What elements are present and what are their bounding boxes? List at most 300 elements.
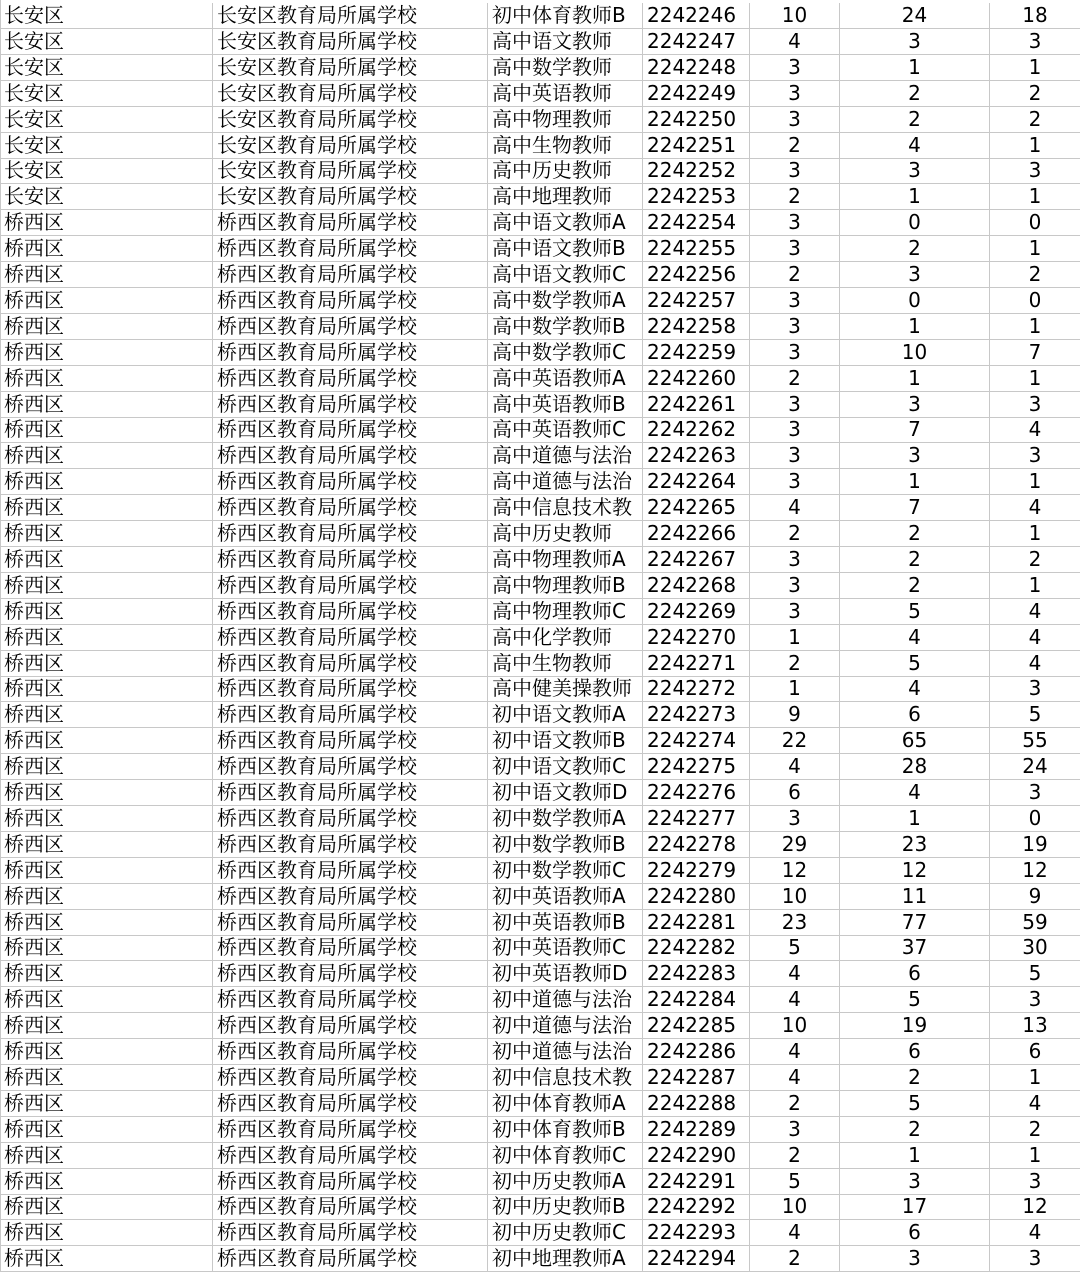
table-row[interactable] — [0, 55, 1080, 81]
recruit-count-cell[interactable]: 2 — [750, 262, 840, 287]
recruit-count-cell[interactable]: 9 — [750, 702, 840, 727]
code-cell[interactable]: 2242265 — [643, 495, 750, 520]
qualified-count-cell[interactable]: 3 — [1028, 28, 1042, 53]
applicant-count-cell[interactable]: 3 — [840, 158, 990, 183]
table-row[interactable] — [0, 81, 1080, 107]
unit-cell[interactable]: 桥西区教育局所属学校 — [213, 469, 488, 494]
recruit-count-cell[interactable]: 3 — [750, 547, 840, 572]
unit-cell[interactable]: 桥西区教育局所属学校 — [213, 1013, 488, 1038]
qualified-count-cell[interactable]: 1 — [1028, 469, 1042, 494]
unit-cell[interactable]: 桥西区教育局所属学校 — [213, 832, 488, 857]
position-cell[interactable]: 初中数学教师A — [488, 806, 643, 831]
table-row[interactable] — [0, 133, 1080, 159]
table-row[interactable] — [0, 728, 1080, 754]
qualified-count-cell[interactable]: 0 — [1028, 210, 1042, 235]
recruit-count-cell[interactable]: 1 — [750, 676, 840, 701]
table-row[interactable] — [0, 29, 1080, 55]
unit-cell[interactable]: 桥西区教育局所属学校 — [213, 987, 488, 1012]
recruit-count-cell[interactable]: 3 — [750, 288, 840, 313]
district-cell[interactable]: 桥西区 — [0, 884, 213, 909]
qualified-count-cell[interactable]: 3 — [1028, 443, 1042, 468]
position-cell[interactable]: 高中语文教师C — [488, 262, 643, 287]
recruit-count-cell[interactable]: 3 — [750, 236, 840, 261]
table-row[interactable] — [0, 288, 1080, 314]
code-cell[interactable]: 2242294 — [643, 1246, 750, 1271]
position-cell[interactable]: 初中语文教师B — [488, 728, 643, 753]
table-row[interactable] — [0, 184, 1080, 210]
qualified-count-cell[interactable]: 13 — [1022, 1013, 1048, 1038]
position-cell[interactable]: 初中体育教师C — [488, 1143, 643, 1168]
applicant-count-cell[interactable]: 6 — [840, 1220, 990, 1245]
recruit-count-cell[interactable]: 4 — [750, 961, 840, 986]
recruit-count-cell[interactable]: 3 — [750, 1117, 840, 1142]
district-cell[interactable]: 桥西区 — [0, 1039, 213, 1064]
applicant-count-cell[interactable]: 2 — [840, 521, 990, 546]
position-cell[interactable]: 高中数学教师C — [488, 340, 643, 365]
district-cell[interactable]: 长安区 — [0, 133, 213, 158]
applicant-count-cell[interactable]: 37 — [840, 935, 990, 960]
unit-cell[interactable]: 桥西区教育局所属学校 — [213, 417, 488, 442]
district-cell[interactable]: 桥西区 — [0, 262, 213, 287]
recruit-count-cell[interactable]: 22 — [750, 728, 840, 753]
recruit-count-cell[interactable]: 3 — [750, 340, 840, 365]
unit-cell[interactable]: 桥西区教育局所属学校 — [213, 288, 488, 313]
recruit-count-cell[interactable]: 2 — [750, 184, 840, 209]
unit-cell[interactable]: 桥西区教育局所属学校 — [213, 1091, 488, 1116]
table-row[interactable] — [0, 443, 1080, 469]
unit-cell[interactable]: 桥西区教育局所属学校 — [213, 780, 488, 805]
district-cell[interactable]: 桥西区 — [0, 521, 213, 546]
code-cell[interactable]: 2242291 — [643, 1169, 750, 1194]
table-row[interactable] — [0, 676, 1080, 702]
district-cell[interactable]: 长安区 — [0, 184, 213, 209]
recruit-count-cell[interactable]: 5 — [750, 1169, 840, 1194]
unit-cell[interactable]: 桥西区教育局所属学校 — [213, 806, 488, 831]
district-cell[interactable]: 桥西区 — [0, 573, 213, 598]
unit-cell[interactable]: 长安区教育局所属学校 — [213, 133, 488, 158]
qualified-count-cell[interactable]: 1 — [1028, 236, 1042, 261]
applicant-count-cell[interactable]: 1 — [840, 184, 990, 209]
recruit-count-cell[interactable]: 10 — [750, 884, 840, 909]
qualified-count-cell[interactable]: 59 — [1022, 909, 1048, 934]
table-row[interactable] — [0, 884, 1080, 910]
applicant-count-cell[interactable]: 2 — [840, 547, 990, 572]
recruit-count-cell[interactable]: 2 — [750, 133, 840, 158]
code-cell[interactable]: 2242272 — [643, 676, 750, 701]
district-cell[interactable]: 桥西区 — [0, 728, 213, 753]
district-cell[interactable]: 桥西区 — [0, 210, 213, 235]
qualified-count-cell[interactable]: 5 — [1028, 702, 1042, 727]
qualified-count-cell[interactable]: 2 — [1028, 546, 1042, 571]
code-cell[interactable]: 2242283 — [643, 961, 750, 986]
district-cell[interactable]: 桥西区 — [0, 236, 213, 261]
position-cell[interactable]: 初中数学教师B — [488, 832, 643, 857]
unit-cell[interactable]: 长安区教育局所属学校 — [213, 158, 488, 183]
recruit-count-cell[interactable]: 3 — [750, 210, 840, 235]
recruit-count-cell[interactable]: 23 — [750, 910, 840, 935]
applicant-count-cell[interactable]: 65 — [840, 728, 990, 753]
district-cell[interactable]: 桥西区 — [0, 780, 213, 805]
applicant-count-cell[interactable]: 2 — [840, 1117, 990, 1142]
district-cell[interactable]: 长安区 — [0, 81, 213, 106]
unit-cell[interactable]: 桥西区教育局所属学校 — [213, 314, 488, 339]
table-row[interactable] — [0, 651, 1080, 677]
position-cell[interactable]: 初中英语教师C — [488, 935, 643, 960]
unit-cell[interactable]: 桥西区教育局所属学校 — [213, 1117, 488, 1142]
position-cell[interactable]: 高中数学教师B — [488, 314, 643, 339]
code-cell[interactable]: 2242289 — [643, 1117, 750, 1142]
table-row[interactable] — [0, 961, 1080, 987]
position-cell[interactable]: 高中物理教师B — [488, 573, 643, 598]
applicant-count-cell[interactable]: 3 — [840, 1246, 990, 1271]
qualified-count-cell[interactable]: 4 — [1028, 495, 1042, 520]
district-cell[interactable]: 长安区 — [0, 55, 213, 80]
unit-cell[interactable]: 桥西区教育局所属学校 — [213, 1194, 488, 1219]
district-cell[interactable]: 桥西区 — [0, 547, 213, 572]
unit-cell[interactable]: 桥西区教育局所属学校 — [213, 495, 488, 520]
code-cell[interactable]: 2242247 — [643, 29, 750, 54]
recruit-count-cell[interactable]: 3 — [750, 443, 840, 468]
position-cell[interactable]: 高中地理教师 — [488, 184, 643, 209]
district-cell[interactable]: 桥西区 — [0, 469, 213, 494]
applicant-count-cell[interactable]: 4 — [840, 676, 990, 701]
qualified-count-cell[interactable]: 4 — [1028, 417, 1042, 442]
code-cell[interactable]: 2242256 — [643, 262, 750, 287]
recruit-count-cell[interactable]: 3 — [750, 573, 840, 598]
recruit-count-cell[interactable]: 1 — [750, 625, 840, 650]
district-cell[interactable]: 桥西区 — [0, 314, 213, 339]
applicant-count-cell[interactable]: 7 — [840, 495, 990, 520]
recruit-count-cell[interactable]: 2 — [750, 521, 840, 546]
table-row[interactable] — [0, 987, 1080, 1013]
unit-cell[interactable]: 桥西区教育局所属学校 — [213, 366, 488, 391]
qualified-count-cell[interactable]: 4 — [1028, 624, 1042, 649]
recruit-count-cell[interactable]: 12 — [750, 858, 840, 883]
applicant-count-cell[interactable]: 12 — [840, 858, 990, 883]
district-cell[interactable]: 桥西区 — [0, 443, 213, 468]
table-row[interactable] — [0, 1169, 1080, 1195]
applicant-count-cell[interactable]: 6 — [840, 1039, 990, 1064]
district-cell[interactable]: 桥西区 — [0, 1143, 213, 1168]
code-cell[interactable]: 2242268 — [643, 573, 750, 598]
table-row[interactable] — [0, 910, 1080, 936]
district-cell[interactable]: 桥西区 — [0, 676, 213, 701]
table-row[interactable] — [0, 1091, 1080, 1117]
unit-cell[interactable]: 桥西区教育局所属学校 — [213, 651, 488, 676]
applicant-count-cell[interactable]: 0 — [840, 210, 990, 235]
applicant-count-cell[interactable]: 2 — [840, 573, 990, 598]
district-cell[interactable]: 长安区 — [0, 158, 213, 183]
district-cell[interactable]: 长安区 — [0, 29, 213, 54]
recruit-count-cell[interactable]: 10 — [750, 1013, 840, 1038]
code-cell[interactable]: 2242261 — [643, 392, 750, 417]
code-cell[interactable]: 2242267 — [643, 547, 750, 572]
applicant-count-cell[interactable]: 7 — [840, 417, 990, 442]
code-cell[interactable]: 2242281 — [643, 910, 750, 935]
district-cell[interactable]: 长安区 — [0, 107, 213, 132]
code-cell[interactable]: 2242253 — [643, 184, 750, 209]
qualified-count-cell[interactable]: 55 — [1022, 728, 1048, 753]
unit-cell[interactable]: 桥西区教育局所属学校 — [213, 884, 488, 909]
table-row[interactable] — [0, 935, 1080, 961]
applicant-count-cell[interactable]: 3 — [840, 29, 990, 54]
qualified-count-cell[interactable]: 1 — [1028, 184, 1042, 209]
table-row[interactable] — [0, 392, 1080, 418]
applicant-count-cell[interactable]: 3 — [840, 443, 990, 468]
position-cell[interactable]: 高中道德与法治 — [488, 443, 643, 468]
unit-cell[interactable]: 桥西区教育局所属学校 — [213, 443, 488, 468]
district-cell[interactable]: 桥西区 — [0, 1117, 213, 1142]
qualified-count-cell[interactable]: 12 — [1022, 1194, 1048, 1219]
applicant-count-cell[interactable]: 2 — [840, 81, 990, 106]
table-row[interactable] — [0, 1013, 1080, 1039]
qualified-count-cell[interactable]: 1 — [1028, 54, 1042, 79]
position-cell[interactable]: 高中英语教师 — [488, 81, 643, 106]
code-cell[interactable]: 2242270 — [643, 625, 750, 650]
qualified-count-cell[interactable]: 6 — [1028, 1039, 1042, 1063]
applicant-count-cell[interactable]: 19 — [840, 1013, 990, 1038]
position-cell[interactable]: 高中英语教师C — [488, 417, 643, 442]
table-row[interactable] — [0, 158, 1080, 184]
unit-cell[interactable]: 桥西区教育局所属学校 — [213, 625, 488, 650]
table-row[interactable] — [0, 469, 1080, 495]
qualified-count-cell[interactable]: 4 — [1028, 1090, 1042, 1115]
qualified-count-cell[interactable]: 9 — [1028, 883, 1042, 908]
unit-cell[interactable]: 桥西区教育局所属学校 — [213, 262, 488, 287]
position-cell[interactable]: 高中语文教师 — [488, 29, 643, 54]
qualified-count-cell[interactable]: 1 — [1028, 572, 1042, 597]
code-cell[interactable]: 2242275 — [643, 754, 750, 779]
code-cell[interactable]: 2242278 — [643, 832, 750, 857]
table-row[interactable] — [0, 417, 1080, 443]
applicant-count-cell[interactable]: 5 — [840, 1091, 990, 1116]
applicant-count-cell[interactable]: 5 — [840, 599, 990, 624]
district-cell[interactable]: 桥西区 — [0, 495, 213, 520]
unit-cell[interactable]: 长安区教育局所属学校 — [213, 3, 488, 28]
qualified-count-cell[interactable]: 5 — [1028, 961, 1042, 986]
table-row[interactable] — [0, 495, 1080, 521]
qualified-count-cell[interactable]: 18 — [1022, 3, 1048, 27]
position-cell[interactable]: 高中生物教师 — [488, 651, 643, 676]
code-cell[interactable]: 2242280 — [643, 884, 750, 909]
position-cell[interactable]: 高中健美操教师 — [488, 676, 643, 701]
unit-cell[interactable]: 桥西区教育局所属学校 — [213, 1039, 488, 1064]
qualified-count-cell[interactable]: 1 — [1028, 132, 1042, 157]
code-cell[interactable]: 2242249 — [643, 81, 750, 106]
recruit-count-cell[interactable]: 3 — [750, 55, 840, 80]
unit-cell[interactable]: 长安区教育局所属学校 — [213, 107, 488, 132]
recruit-count-cell[interactable]: 2 — [750, 651, 840, 676]
table-row[interactable] — [0, 1065, 1080, 1091]
qualified-count-cell[interactable]: 3 — [1028, 780, 1042, 804]
qualified-count-cell[interactable]: 7 — [1028, 339, 1042, 364]
qualified-count-cell[interactable]: 3 — [1028, 987, 1042, 1012]
district-cell[interactable]: 桥西区 — [0, 1065, 213, 1090]
position-cell[interactable]: 初中英语教师D — [488, 961, 643, 986]
district-cell[interactable]: 桥西区 — [0, 1013, 213, 1038]
applicant-count-cell[interactable]: 5 — [840, 651, 990, 676]
unit-cell[interactable]: 桥西区教育局所属学校 — [213, 573, 488, 598]
recruit-count-cell[interactable]: 4 — [750, 754, 840, 779]
applicant-count-cell[interactable]: 1 — [840, 55, 990, 80]
code-cell[interactable]: 2242290 — [643, 1143, 750, 1168]
code-cell[interactable]: 2242254 — [643, 210, 750, 235]
recruit-count-cell[interactable]: 2 — [750, 366, 840, 391]
district-cell[interactable]: 桥西区 — [0, 1194, 213, 1219]
applicant-count-cell[interactable]: 4 — [840, 625, 990, 650]
qualified-count-cell[interactable]: 1 — [1028, 521, 1042, 545]
district-cell[interactable]: 桥西区 — [0, 651, 213, 676]
table-row[interactable] — [0, 1039, 1080, 1065]
applicant-count-cell[interactable]: 3 — [840, 1169, 990, 1194]
position-cell[interactable]: 高中物理教师C — [488, 599, 643, 624]
code-cell[interactable]: 2242288 — [643, 1091, 750, 1116]
code-cell[interactable]: 2242255 — [643, 236, 750, 261]
code-cell[interactable]: 2242274 — [643, 728, 750, 753]
position-cell[interactable]: 高中数学教师 — [488, 55, 643, 80]
applicant-count-cell[interactable]: 23 — [840, 832, 990, 857]
position-cell[interactable]: 初中信息技术教 — [488, 1065, 643, 1090]
district-cell[interactable]: 桥西区 — [0, 910, 213, 935]
district-cell[interactable]: 桥西区 — [0, 754, 213, 779]
code-cell[interactable]: 2242264 — [643, 469, 750, 494]
table-row[interactable] — [0, 1246, 1080, 1272]
unit-cell[interactable]: 桥西区教育局所属学校 — [213, 1220, 488, 1245]
unit-cell[interactable]: 桥西区教育局所属学校 — [213, 910, 488, 935]
recruit-count-cell[interactable]: 4 — [750, 495, 840, 520]
unit-cell[interactable]: 桥西区教育局所属学校 — [213, 676, 488, 701]
code-cell[interactable]: 2242246 — [643, 3, 750, 28]
recruit-count-cell[interactable]: 3 — [750, 392, 840, 417]
unit-cell[interactable]: 桥西区教育局所属学校 — [213, 1143, 488, 1168]
position-cell[interactable]: 初中历史教师B — [488, 1194, 643, 1219]
district-cell[interactable]: 桥西区 — [0, 858, 213, 883]
table-row[interactable] — [0, 340, 1080, 366]
applicant-count-cell[interactable]: 77 — [840, 910, 990, 935]
qualified-count-cell[interactable]: 30 — [1022, 935, 1048, 960]
position-cell[interactable]: 高中语文教师A — [488, 210, 643, 235]
unit-cell[interactable]: 桥西区教育局所属学校 — [213, 961, 488, 986]
recruit-count-cell[interactable]: 6 — [750, 780, 840, 805]
position-cell[interactable]: 初中数学教师C — [488, 858, 643, 883]
position-cell[interactable]: 初中道德与法治 — [488, 987, 643, 1012]
district-cell[interactable]: 桥西区 — [0, 392, 213, 417]
code-cell[interactable]: 2242277 — [643, 806, 750, 831]
qualified-count-cell[interactable]: 19 — [1022, 831, 1048, 856]
applicant-count-cell[interactable]: 28 — [840, 754, 990, 779]
unit-cell[interactable]: 长安区教育局所属学校 — [213, 184, 488, 209]
table-row[interactable] — [0, 314, 1080, 340]
unit-cell[interactable]: 桥西区教育局所属学校 — [213, 340, 488, 365]
recruit-count-cell[interactable]: 3 — [750, 417, 840, 442]
position-cell[interactable]: 初中地理教师A — [488, 1246, 643, 1271]
table-row[interactable] — [0, 625, 1080, 651]
unit-cell[interactable]: 桥西区教育局所属学校 — [213, 728, 488, 753]
district-cell[interactable]: 桥西区 — [0, 961, 213, 986]
applicant-count-cell[interactable]: 10 — [840, 340, 990, 365]
qualified-count-cell[interactable]: 1 — [1028, 1064, 1042, 1089]
code-cell[interactable]: 2242292 — [643, 1194, 750, 1219]
unit-cell[interactable]: 桥西区教育局所属学校 — [213, 236, 488, 261]
applicant-count-cell[interactable]: 5 — [840, 987, 990, 1012]
recruit-count-cell[interactable]: 10 — [750, 3, 840, 28]
table-row[interactable] — [0, 366, 1080, 392]
district-cell[interactable]: 桥西区 — [0, 1169, 213, 1194]
code-cell[interactable]: 2242257 — [643, 288, 750, 313]
position-cell[interactable]: 初中道德与法治 — [488, 1013, 643, 1038]
unit-cell[interactable]: 长安区教育局所属学校 — [213, 29, 488, 54]
district-cell[interactable]: 桥西区 — [0, 599, 213, 624]
unit-cell[interactable]: 桥西区教育局所属学校 — [213, 210, 488, 235]
position-cell[interactable]: 初中体育教师A — [488, 1091, 643, 1116]
position-cell[interactable]: 高中化学教师 — [488, 625, 643, 650]
table-row[interactable] — [0, 780, 1080, 806]
district-cell[interactable]: 长安区 — [0, 3, 213, 28]
code-cell[interactable]: 2242286 — [643, 1039, 750, 1064]
code-cell[interactable]: 2242248 — [643, 55, 750, 80]
district-cell[interactable]: 桥西区 — [0, 1091, 213, 1116]
table-row[interactable] — [0, 210, 1080, 236]
position-cell[interactable]: 高中英语教师B — [488, 392, 643, 417]
code-cell[interactable]: 2242263 — [643, 443, 750, 468]
applicant-count-cell[interactable]: 1 — [840, 1143, 990, 1168]
unit-cell[interactable]: 桥西区教育局所属学校 — [213, 547, 488, 572]
applicant-count-cell[interactable]: 2 — [840, 1065, 990, 1090]
table-row[interactable] — [0, 832, 1080, 858]
table-row[interactable] — [0, 107, 1080, 133]
qualified-count-cell[interactable]: 2 — [1028, 262, 1042, 286]
position-cell[interactable]: 初中道德与法治 — [488, 1039, 643, 1064]
recruit-count-cell[interactable]: 3 — [750, 599, 840, 624]
district-cell[interactable]: 桥西区 — [0, 702, 213, 727]
unit-cell[interactable]: 桥西区教育局所属学校 — [213, 858, 488, 883]
qualified-count-cell[interactable]: 24 — [1022, 754, 1048, 779]
table-row[interactable] — [0, 599, 1080, 625]
unit-cell[interactable]: 桥西区教育局所属学校 — [213, 599, 488, 624]
code-cell[interactable]: 2242284 — [643, 987, 750, 1012]
district-cell[interactable]: 桥西区 — [0, 340, 213, 365]
code-cell[interactable]: 2242271 — [643, 651, 750, 676]
recruit-count-cell[interactable]: 2 — [750, 1143, 840, 1168]
applicant-count-cell[interactable]: 4 — [840, 133, 990, 158]
applicant-count-cell[interactable]: 6 — [840, 702, 990, 727]
position-cell[interactable]: 高中历史教师 — [488, 521, 643, 546]
position-cell[interactable]: 初中语文教师A — [488, 702, 643, 727]
district-cell[interactable]: 桥西区 — [0, 832, 213, 857]
position-cell[interactable]: 高中语文教师B — [488, 236, 643, 261]
applicant-count-cell[interactable]: 1 — [840, 314, 990, 339]
qualified-count-cell[interactable]: 1 — [1028, 313, 1042, 338]
applicant-count-cell[interactable]: 4 — [840, 780, 990, 805]
district-cell[interactable]: 桥西区 — [0, 935, 213, 960]
district-cell[interactable]: 桥西区 — [0, 1220, 213, 1245]
qualified-count-cell[interactable]: 4 — [1028, 650, 1042, 675]
code-cell[interactable]: 2242269 — [643, 599, 750, 624]
applicant-count-cell[interactable]: 1 — [840, 469, 990, 494]
code-cell[interactable]: 2242260 — [643, 366, 750, 391]
qualified-count-cell[interactable]: 1 — [1028, 1142, 1042, 1167]
qualified-count-cell[interactable]: 0 — [1028, 287, 1042, 312]
recruit-count-cell[interactable]: 3 — [750, 469, 840, 494]
table-row[interactable] — [0, 1220, 1080, 1246]
unit-cell[interactable]: 长安区教育局所属学校 — [213, 81, 488, 106]
applicant-count-cell[interactable]: 3 — [840, 262, 990, 287]
district-cell[interactable]: 桥西区 — [0, 987, 213, 1012]
recruit-count-cell[interactable]: 4 — [750, 987, 840, 1012]
table-row[interactable] — [0, 573, 1080, 599]
district-cell[interactable]: 桥西区 — [0, 806, 213, 831]
code-cell[interactable]: 2242266 — [643, 521, 750, 546]
